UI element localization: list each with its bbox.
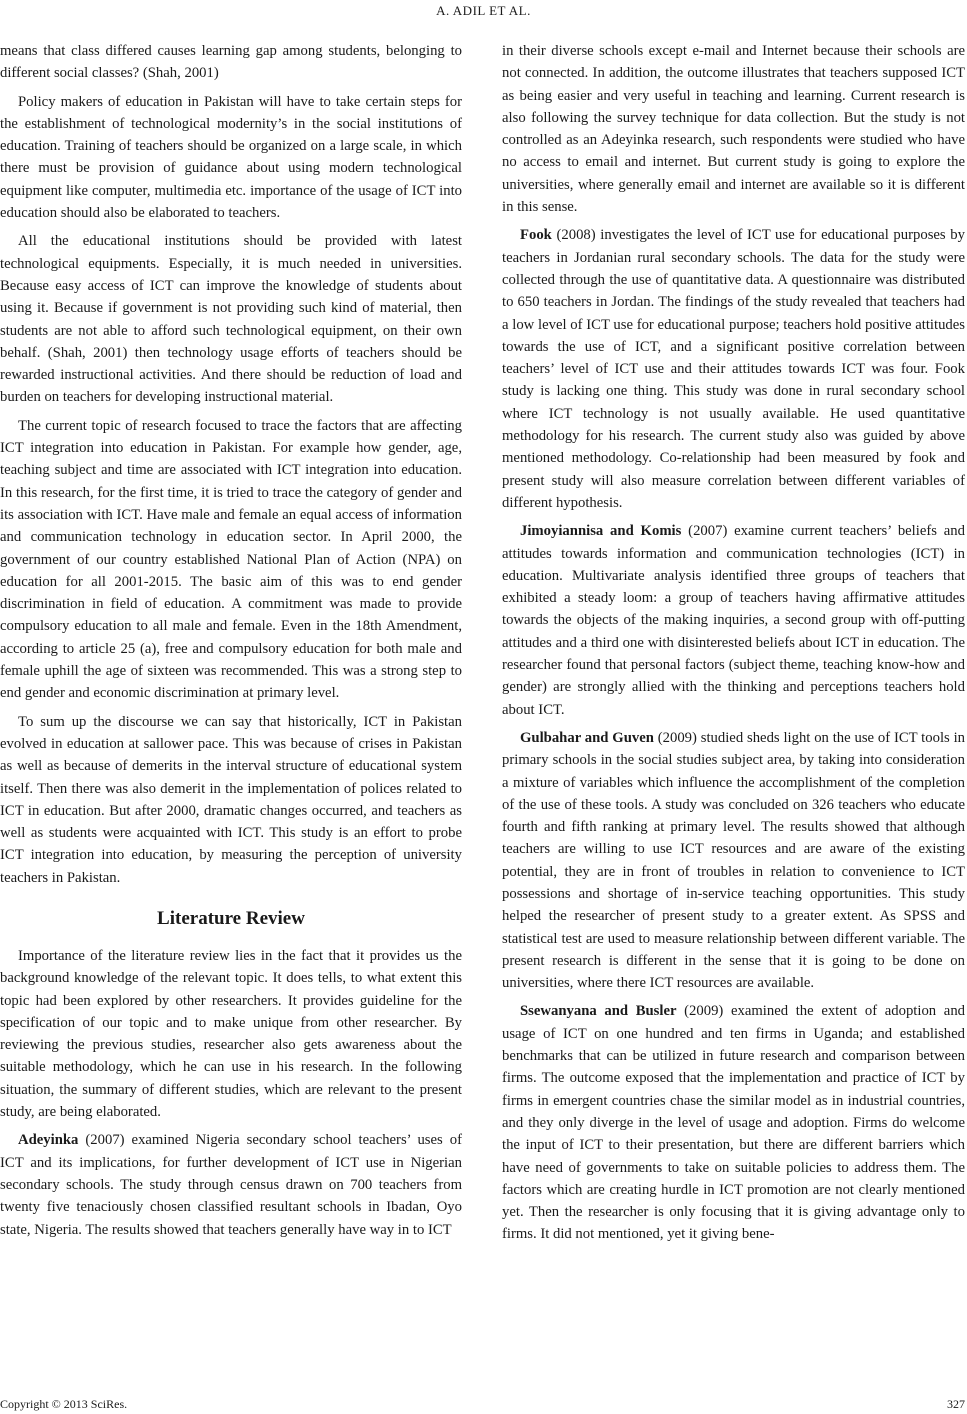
paragraph-text: (2009) examined the extent of adoption and usage of ICT on one hundred and ten firms in Uganda; and established benchmarks that can be utilized in future research and comparison between firms. The outcome exposed that the implementation and practice of ICT by firms in emergent countries chase the similar model as in industrial countries, and they only diverge in the level of usage and adoption. Firms do welcome the input of ICT to their presentation, but there are different barriers which have need of governments to take on suitable policies to address them. The factors which are creating hurdle in ICT promotion are not clearly mentioned yet. Then the researcher is only focusing that it is giving advantage only to firms. It did not mentioned, yet it giving bene- — [502, 1003, 966, 1243]
section-heading: Literature Review — [157, 907, 305, 929]
copyright-notice: Copyright © 2013 SciRes. — [0, 1397, 128, 1411]
paragraph-text: (2009) studied sheds light on the use of ICT tools in primary schools in the social studies subject area, by taking into consideration a mixture of variables which influence the accomplishment of the completion of the use of these tools. A study was concluded on 326 teachers who educate fourth and fifth ranking at primary level. The results showed that although teachers are willing to use ICT resources and are aware of the existing potential, they are in front of troubles in relation to convenience to ICT possessions and shortage of in-service teaching opportunities. This study helped the researcher of present study to a greater extent. As SPSS and statistical test are used to measure relationship between different variable. The present research is different in the sense that it is going to be done on universities, where there ICT resources are available. — [502, 729, 965, 992]
right-column — [502, 40, 965, 1252]
page-number: 327 — [947, 1397, 965, 1411]
author-name: Fook — [520, 227, 552, 244]
paragraph — [502, 1000, 965, 1245]
paragraph-text: (2008) investigates the level of ICT use for educational purposes by teachers in Jordanian rural secondary schools. The data for the study were collected through the use of quantitative data. A questionnaire was distributed to 650 teachers in Jordan. The findings of the study revealed that teachers had a low level of ICT use for educational purpose; teachers hold positive attitudes towards the use of ICT, and a significant positive correlation between teachers’ level of ICT use and their attitudes towards ICT was four. Fook study is lacking one thing. This study was done in rural secondary school where ICT technology is not usually available. He used quantitative methodology for his research. The current study also was guided by above mentioned methodology. Co-relationship had been measured by fook and present study will also measure correlation between different variables of different hypothesis. — [502, 227, 965, 511]
paragraph: The current topic of research focused to trace the factors that are affecting ICT integration into education in Pakistan. For example how gender, age, teaching subject and time are associated with ICT integration into education. In this research, for the first time, it is tried to trace the category of gender and its association with ICT. Have male and female an equal access of information and communication technology in education sector. In April 2000, the government of our country established National Plan of Action (NPA) on education for all 2001-2015. The basic aim of this was to end gender discrimination in field of education. A commitment was made to provide compulsory education to all male and female. Even in the 18th Amendment, according to article 25 (a), free and compulsory education for both male and female uphill the age of sixteen was recommended. This was a strong step to end gender and economic discrimination at primary level. — [0, 417, 462, 702]
paragraph-text: (2007) examined Nigeria secondary school teachers’ uses of ICT and its implications, for further development of ICT use in Nigerian secondary schools. The study through census drawn on 700 teachers from twenty five tenaciously chosen classified resultant schools in Ibadan, Oyo state, Nigeria. The results showed that teachers generally have way in to ICT — [0, 1132, 462, 1238]
paragraph: All the educational institutions should be provided with latest technological equipments. Especially, it is much needed in universities. Because easy access of ICT can improve the knowledge of students about using it. Because if government is not providing such kind of material, then students are not able to afford such technological equipment, on their own behalf. (Shah, 2001) then technology usage efforts of teachers should be rewarded instructional activities. And there should be reduction of load and burden on teachers for developing instructional material. — [0, 233, 462, 406]
paragraph: Policy makers of education in Pakistan will have to take certain steps for the establishment of technological modernity’s in the social institutions of education. Training of teachers should be organized on a large scale, in which there must be provision of guidance about using modern technological equipment like computer, multimedia etc. importance of the usage of ICT into education should also be elaborated to teachers. — [0, 93, 462, 222]
paragraph — [502, 224, 965, 514]
running-head: A. ADIL ET AL. — [436, 3, 531, 18]
author-name: Gulbahar and Guven — [520, 729, 654, 746]
paragraph — [502, 520, 965, 721]
paragraph: means that class differed causes learning gap among students, belonging to different social classes? (Shah, 2001) — [0, 43, 462, 82]
paragraph: Importance of the literature review lies in the fact that it provides us the background knowledge of the relevant topic. It does tells, to what extent this topic had been explored by other researchers. It provides guideline for the specification of our topic and to make unique from other researcher. By reviewing the previous studies, researcher also gets awareness about the suitable methodology, which he can use in his research. In the following situation, the summary of different studies, which are relevant to the present study, are being elaborated. — [0, 947, 462, 1121]
paragraph — [0, 1129, 462, 1240]
author-name: Adeyinka — [18, 1132, 79, 1149]
author-name: Ssewanyana and Busler — [520, 1003, 677, 1020]
paragraph — [502, 727, 965, 995]
paragraph: To sum up the discourse we can say that historically, ICT in Pakistan evolved in education at sallower pace. This was because of crises in Pakistan as well as because of demerits in the interval structure of educational system itself. Then there was also demerit in the implementation of polices related to ICT in education. But after 2000, dramatic changes occurred, and teachers as well as students were acquainted with ICT. This study is an effort to probe ICT integration into education, by measuring the perception of university teachers in Pakistan. — [0, 713, 462, 886]
left-column — [0, 40, 462, 1247]
paragraph-text: (2007) examine current teachers’ beliefs and attitudes towards information and communication technologies (ICT) in education. Multivariate analysis identified three groups of teachers that exhibited a steady loom: a group of teachers having affirmative attitudes towards the objects of the making inquiries, a second group with off-putting attitudes and a third one with disinterested beliefs about ICT in education. The researcher found that personal factors (subject theme, teaching know-how and gender) are strongly allied with the thinking and perceptions teachers hold about ICT. — [502, 523, 965, 718]
paragraph: in their diverse schools except e-mail and Internet because their schools are not connected. In addition, the outcome illustrates that teachers supposed ICT as being easier and very useful in teaching and learning. Current research is also following the survey technique for data collection. But the study is not controlled as an Adeyinka research, such respondents were studied who have no access to email and internet. But current study is going to explore the universities, where generally email and internet are available so it is different in this sense. — [502, 43, 965, 216]
author-name: Jimoyiannisa and Komis — [520, 523, 682, 540]
